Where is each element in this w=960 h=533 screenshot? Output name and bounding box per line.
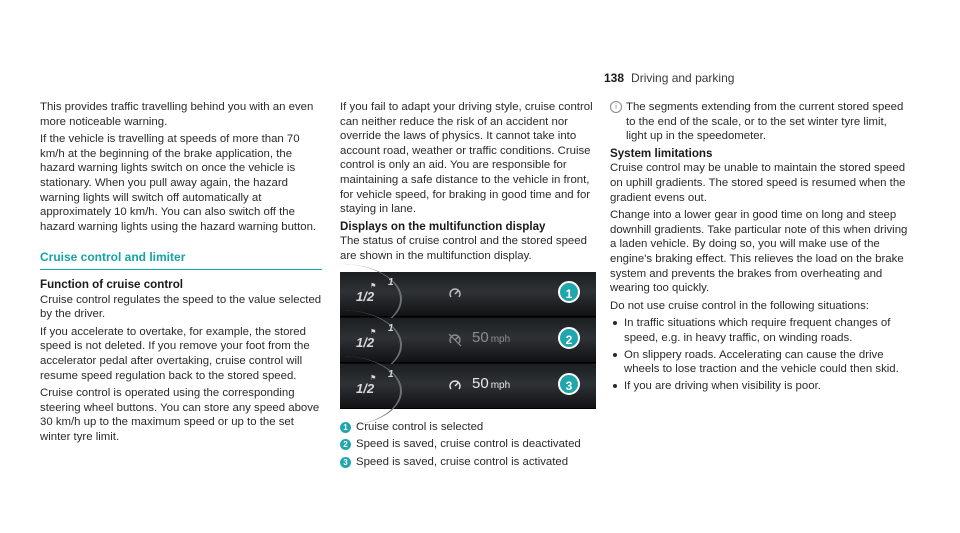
subheading-limitations: System limitations — [610, 146, 713, 160]
callout-legend — [340, 420, 596, 470]
section-name: Driving and parking — [631, 71, 735, 85]
list-item — [340, 420, 596, 435]
list-item: In traffic situations which require frequent changes of speed, e.g. in heavy traffic, on winding roads. — [610, 316, 910, 345]
gear-fraction: 1/2 — [356, 380, 375, 396]
cruise-control-off-icon — [448, 333, 462, 347]
flag-icon: ⚑ — [370, 374, 377, 382]
cruise-control-icon — [448, 379, 462, 393]
display-strip-activated — [340, 364, 596, 409]
list-item — [340, 455, 596, 470]
stored-speed — [472, 328, 511, 348]
column-middle — [340, 100, 596, 472]
stored-speed — [472, 374, 511, 394]
speed-unit: mph — [490, 333, 511, 345]
paragraph: Cruise control may be unable to maintain the stored speed on uphill gradients. The stored speed is resumed when the gradient evens out. — [610, 162, 906, 204]
info-note — [610, 100, 910, 144]
paragraph: If the vehicle is travelling at speeds of more than 70 km/h at the beginning of the brake application, the hazard warning lights switch on once the vehicle is stationary. When you pull away again, the hazard warning lights will switch off automatically at approximately 10 km/h. You can also switch off the hazard warning lights using the hazard warning button. — [40, 133, 317, 233]
callout-3: 3 — [558, 373, 580, 395]
speed-value: 50 — [472, 328, 489, 346]
display-strip-deactivated — [340, 318, 596, 363]
callout-badge: 3 — [340, 457, 351, 468]
callout-1: 1 — [558, 281, 580, 303]
situation-list — [610, 316, 910, 393]
list-item: On slippery roads. Accelerating can cause the drive wheels to lose traction and the vehicle could then skid. — [610, 348, 910, 377]
speed-value: 50 — [472, 374, 489, 392]
note-text: The segments extending from the current stored speed to the end of the scale, or to the set winter tyre limit, light up in the speedometer. — [626, 101, 904, 143]
legend-text: Speed is saved, cruise control is activated — [356, 455, 569, 468]
subheading-displays: Displays on the multifunction display — [340, 219, 546, 233]
cruise-control-icon — [448, 287, 462, 301]
info-icon: i — [610, 101, 622, 113]
multifunction-display-image — [340, 272, 596, 408]
speed-unit: mph — [490, 379, 511, 391]
column-right — [610, 100, 910, 395]
callout-badge: 1 — [340, 422, 351, 433]
paragraph: The status of cruise control and the stored speed are shown in the multifunction display. — [340, 235, 587, 262]
legend-text: Speed is saved, cruise control is deactivated — [356, 438, 581, 451]
paragraph: Change into a lower gear in good time on long and steep downhill gradients. Take particular note of this when driving a laden vehicle. By doing so, you will make use of the engine's braking effect. This relieves the load on the brake system and prevents the brakes from overheating and wearing too quickly. — [610, 209, 908, 295]
gear-one: 1 — [388, 322, 394, 334]
callout-badge: 2 — [340, 439, 351, 450]
list-item — [340, 437, 596, 452]
callout-2: 2 — [558, 327, 580, 349]
paragraph: Cruise control regulates the speed to the value selected by the driver. — [40, 293, 322, 321]
flag-icon: ⚑ — [370, 282, 377, 290]
paragraph: Do not use cruise control in the following situations: — [610, 299, 869, 312]
list-item: If you are driving when visibility is poor. — [610, 379, 910, 394]
paragraph: This provides traffic travelling behind you with an even more noticeable warning. — [40, 101, 314, 128]
gear-fraction: 1/2 — [356, 288, 375, 304]
gear-one: 1 — [388, 368, 394, 380]
page-number: 138 — [604, 71, 625, 85]
gear-one: 1 — [388, 276, 394, 288]
paragraph: If you fail to adapt your driving style, cruise control can neither reduce the risk of an accident nor override the laws of physics. It cannot take into account road, weather or traffic conditions. Cruise control is only an aid. You are responsible for maintaining a safe distance to the vehicle in front, for vehicle speed, for braking in good time and for staying in lane. — [340, 101, 593, 216]
flag-icon: ⚑ — [370, 328, 377, 336]
gear-fraction: 1/2 — [356, 334, 375, 350]
display-strip-selected — [340, 272, 596, 317]
paragraph: Cruise control is operated using the corresponding steering wheel buttons. You can store any speed above 30 km/h up to the maximum speed or up to the set winter tyre limit. — [40, 387, 320, 443]
page-header — [604, 71, 734, 86]
legend-text: Cruise control is selected — [356, 420, 484, 433]
subheading-function: Function of cruise control — [40, 277, 183, 291]
section-title: Cruise control and limiter — [40, 250, 322, 270]
paragraph: If you accelerate to overtake, for example, the stored speed is not deleted. If you remove your foot from the accelerator pedal after overtaking, cruise control will resume speed regulation back to the stored speed. — [40, 325, 310, 382]
